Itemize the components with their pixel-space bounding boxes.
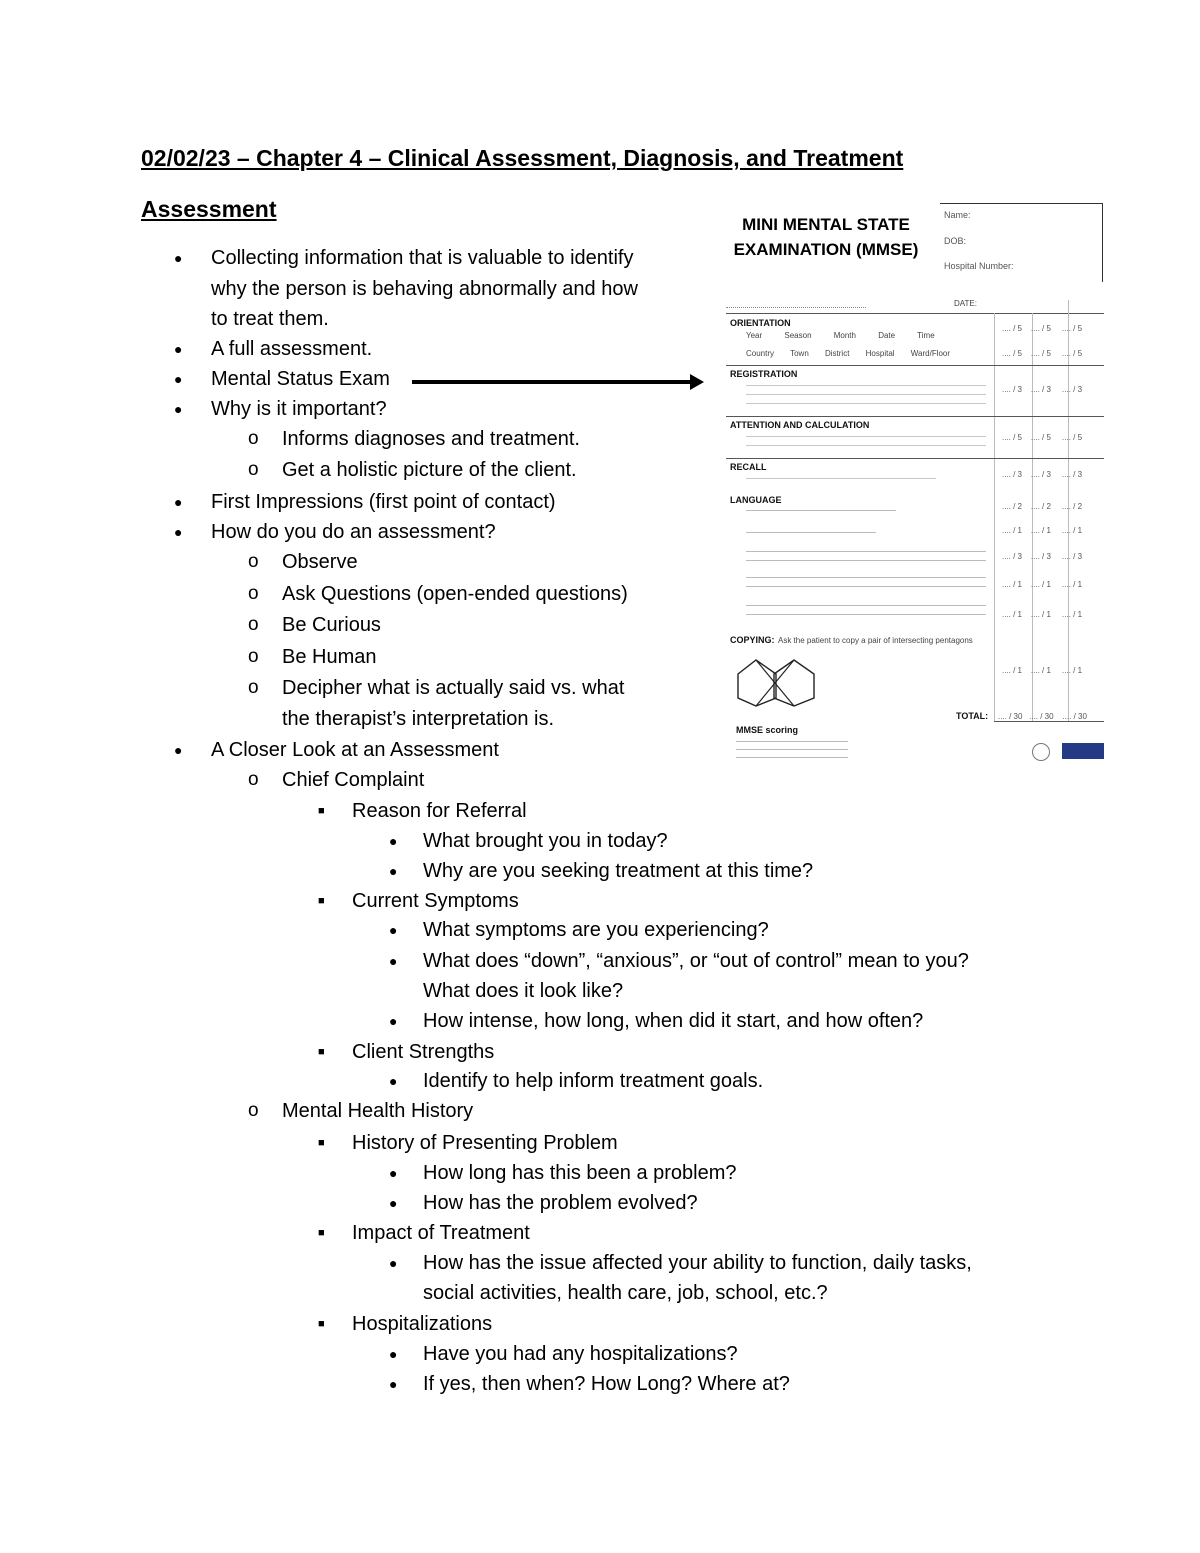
instruction-text-block [746,475,936,483]
list-item-text: Decipher what is actually said vs. what [282,677,625,699]
list-item-text: Identify to help inform treatment goals. [423,1070,764,1092]
list-item-text: Ask Questions (open-ended questions) [282,583,628,605]
section-heading: Assessment [141,196,277,222]
list-item-text: social activities, health care, job, school, etc.? [423,1282,828,1304]
instruction-text-block [746,574,986,592]
bullet-marker: ● [389,1376,398,1392]
bullet-marker: ● [174,371,183,387]
mmse-id-box [940,203,1103,282]
bullet-marker: ■ [318,1137,325,1149]
list-item-text: Reason for Referral [352,800,527,822]
bullet-marker: o [248,1100,259,1121]
attention-section-label: ATTENTION AND CALCULATION [730,420,870,430]
form-rule [726,365,1104,366]
list-item-text: Get a holistic picture of the client. [282,459,577,481]
orientation-section-label: ORIENTATION [730,318,791,328]
bullet-marker: ● [174,250,183,266]
bullet-marker: ● [389,953,398,969]
instruction-text-block [746,382,986,410]
list-item-text: Collecting information that is valuable to identify [211,247,634,269]
list-item-text: History of Presenting Problem [352,1132,618,1154]
bullet-marker: o [248,614,259,635]
list-item-text: Informs diagnoses and treatment. [282,428,580,450]
bullet-marker: ■ [318,1046,325,1058]
bullet-marker: ● [389,1346,398,1362]
list-item-text: Have you had any hospitalizations? [423,1343,738,1365]
bullet-marker: ■ [318,1227,325,1239]
bullet-marker: ● [389,1165,398,1181]
orientation-row-1: Year Season Month Date Time [746,331,935,340]
score-col-divider [994,313,995,721]
bullet-marker: ● [389,1073,398,1089]
list-item-text: How do you do an assessment? [211,521,496,543]
bullet-marker: o [248,551,259,572]
copying-section-label: COPYING: [730,635,775,645]
total-label: TOTAL: [956,711,989,721]
bullet-marker: ■ [318,805,325,817]
list-item-text: What does it look like? [423,980,624,1002]
examiner-line [726,301,866,308]
instruction-text-block [746,602,986,620]
list-item-text: How has the issue affected your ability to function, daily tasks, [423,1252,972,1274]
recall-section-label: RECALL [730,462,767,472]
hospital-logo-icon [1062,743,1104,759]
date-label: DATE: [954,299,977,308]
list-item-text: the therapist’s interpretation is. [282,708,555,730]
arrow-icon [410,372,706,392]
bullet-marker: o [248,677,259,698]
bullet-marker: ● [174,524,183,540]
instruction-text-block [746,508,896,514]
list-item-text: First Impressions (first point of contact) [211,491,556,513]
list-item-text: Chief Complaint [282,769,425,791]
orientation-row-2: Country Town District Hospital Ward/Floor [746,349,951,358]
list-item-text: What does “down”, “anxious”, or “out of control” mean to you? [423,950,969,972]
bullet-marker: ● [174,341,183,357]
list-item-text: How long has this been a problem? [423,1162,737,1184]
bullet-marker: o [248,583,259,604]
list-item-text: What brought you in today? [423,830,668,852]
bullet-marker: ● [174,742,183,758]
bullet-marker: ● [389,833,398,849]
language-section-label: LANGUAGE [730,495,782,505]
bullet-marker: ● [174,401,183,417]
list-item-text: A full assessment. [211,338,373,360]
list-item-text: Why are you seeking treatment at this time? [423,860,814,882]
list-item-text: to treat them. [211,308,329,330]
form-rule [994,721,1104,722]
list-item-text: Mental Status Exam [211,368,390,390]
bullet-marker: o [248,459,259,480]
bullet-marker: ■ [318,895,325,907]
form-rule [726,416,1104,417]
list-item-text: Hospitalizations [352,1313,493,1335]
bullet-marker: o [248,769,259,790]
list-item-text: How intense, how long, when did it start, and how often? [423,1010,924,1032]
scoring-text-block [736,738,848,762]
bullet-marker: ● [389,1013,398,1029]
registration-section-label: REGISTRATION [730,369,798,379]
bullet-marker: ● [389,922,398,938]
mmse-scoring-label: MMSE scoring [736,725,799,735]
instruction-text-block [746,530,876,536]
copying-instruction: Ask the patient to copy a pair of intersecting pentagons [778,636,973,645]
list-item-text: why the person is behaving abnormally and how [211,278,638,300]
instruction-text-block [746,433,986,453]
list-item-text: Impact of Treatment [352,1222,530,1244]
pentagons-icon [734,658,820,708]
name-field-label: Name: [944,210,971,220]
list-item-text: Current Symptoms [352,890,519,912]
hospital-logo-mark [1032,743,1050,761]
hospital-number-field-label: Hospital Number: [944,261,1014,271]
list-item-text: What symptoms are you experiencing? [423,919,769,941]
bullet-marker: ● [174,494,183,510]
list-item-text: Be Curious [282,614,381,636]
bullet-marker: ■ [318,1318,325,1330]
form-rule [726,313,1104,314]
list-item-text: Client Strengths [352,1041,495,1063]
list-item-text: If yes, then when? How Long? Where at? [423,1373,790,1395]
mmse-form-image: MINI MENTAL STATE EXAMINATION (MMSE) Name: DOB: Hospital Number: DATE: ORIENTATION Year Season Month Date Time Country Town District Hospital Ward/Floor .... / 5 .... / 5 .... / 5 .... / 5 .... / 5 .... / 5 REGISTRATION .... / 3 .... / 3 .... / 3 ATTENTION AND CALCULATION .... / 5 .... / 5 .... / 5 RECALL .... / 3 .... / 3 .... / 3 LANGUAGE .... / 2 .... / 2 .... / 2 .... / 1 .... / 1 .... / 1 .... / 3 .... / 3 .... / 3 .... / 1 .... / 1 .... / 1 .... / 1 .... / 1 .... / 1 COPYING: Ask the patient to copy a pair of intersecting pentagons .... / 1 .... / 1 .... / 1 TOTAL: .... / 30 .... / 30 .... / 30 MMSE scoring [726,200,1106,770]
score-col-divider [1032,313,1033,721]
list-item-text: Be Human [282,646,377,668]
mmse-title: MINI MENTAL STATE EXAMINATION (MMSE) [733,215,919,259]
document-title: 02/02/23 – Chapter 4 – Clinical Assessment, Diagnosis, and Treatment [141,145,904,171]
instruction-text-block [746,548,986,566]
bullet-marker: ● [389,1195,398,1211]
bullet-marker: ● [389,863,398,879]
bullet-marker: o [248,646,259,667]
list-item-text: A Closer Look at an Assessment [211,739,499,761]
form-rule [726,458,1104,459]
bullet-marker: ● [389,1255,398,1271]
dob-field-label: DOB: [944,236,967,246]
list-item-text: How has the problem evolved? [423,1192,698,1214]
list-item-text: Mental Health History [282,1100,474,1122]
list-item-text: Observe [282,551,358,573]
list-item-text: Why is it important? [211,398,387,420]
bullet-marker: o [248,428,259,449]
